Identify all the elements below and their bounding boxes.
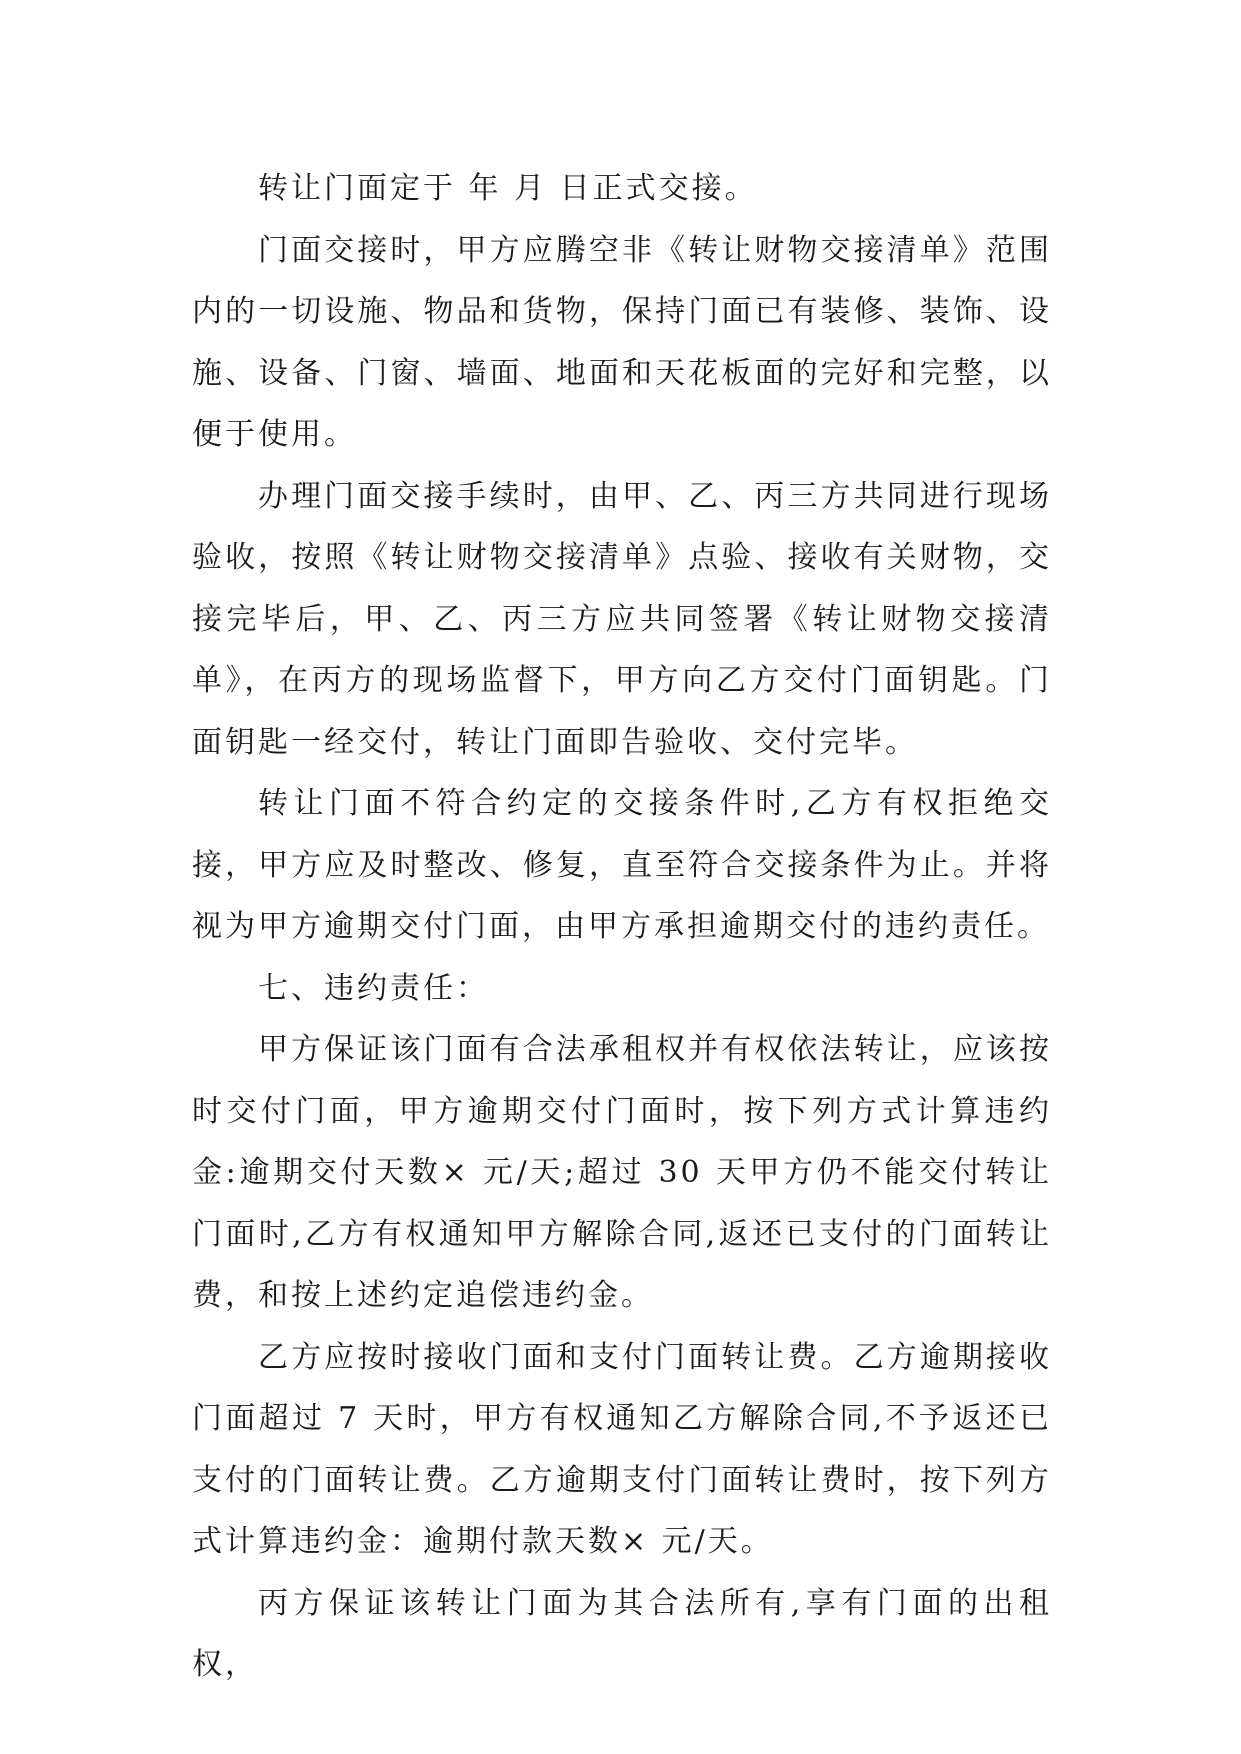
document-body [192,158,1052,1696]
paragraph-nonconforming-handover: 转让门面不符合约定的交接条件时,乙方有权拒绝交接，甲方应及时整改、修复，直至符合交接条件为止。并将视为甲方逾期交付门面，由甲方承担逾期交付的违约责任。 [192,786,1052,944]
paragraph-handover-conditions: 门面交接时，甲方应腾空非《转让财物交接清单》范围内的一切设施、物品和货物，保持门面已有装修、装饰、设施、设备、门窗、墙面、地面和天花板面的完好和完整，以便于使用。 [192,232,1052,452]
section-heading-breach-liability: 七、违约责任： [258,970,489,1006]
paragraph-handover-date: 转让门面定于 年 月 日正式交接。 [258,171,758,206]
paragraph-party-c-guarantee: 丙方保证该转让门面为其合法所有,享有门面的出租权， [192,1585,1052,1682]
paragraph-handover-procedure: 办理门面交接手续时，由甲、乙、丙三方共同进行现场验收，按照《转让财物交接清单》点验、接收有关财物，交接完毕后，甲、乙、丙三方应共同签署《转让财物交接清单》，在丙方的现场监督下，甲方向乙方交付门面钥匙。门面钥匙一经交付，转让门面即告验收、交付完毕。 [192,478,1052,760]
paragraph-party-a-liability: 甲方保证该门面有合法承租权并有权依法转让，应该按时交付门面，甲方逾期交付门面时，按下列方式计算违约金:逾期交付天数× 元/天;超过 30 天甲方仍不能交付转让门面时,乙方有权通知甲方解除合同,返还已支付的门面转让费，和按上述约定追偿违约金。 [192,1032,1052,1313]
paragraph-party-b-liability: 乙方应按时接收门面和支付门面转让费。乙方逾期接收门面超过 7 天时，甲方有权通知乙方解除合同,不予返还已支付的门面转让费。乙方逾期支付门面转让费时，按下列方式计算违约金：逾期付款天数× 元/天。 [192,1339,1052,1559]
